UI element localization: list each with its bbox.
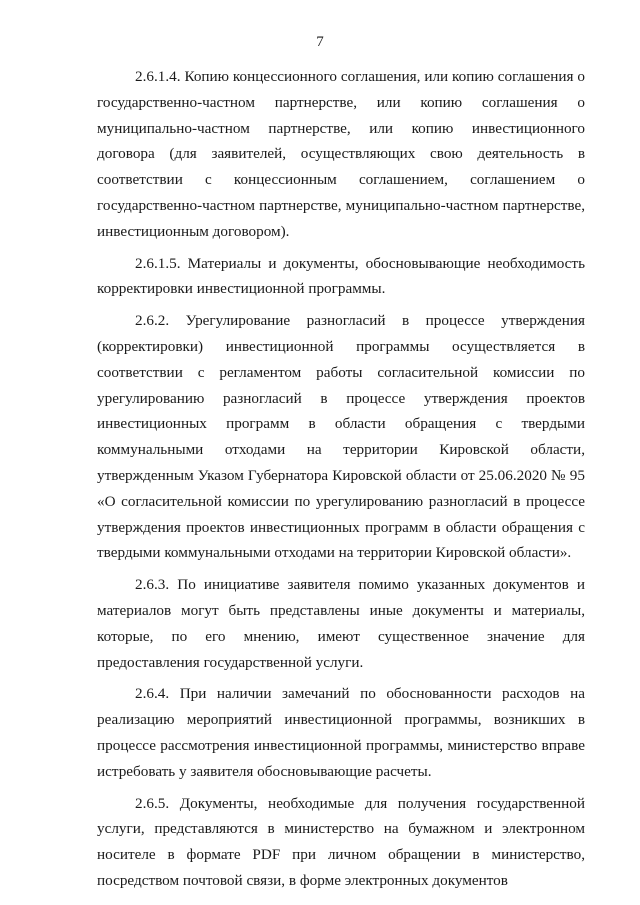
page-number: 7 [316, 34, 324, 50]
document-body [97, 64, 585, 894]
paragraph-2-6-3: 2.6.3. По инициативе заявителя помимо указанных документов и материалов могут быть представлены иные документы и материалы, которые, по его мнению, имеют существенное значение для предоставления государственной услуги. [97, 576, 585, 671]
paragraph-2-6-2: 2.6.2. Урегулирование разногласий в процессе утверждения (корректировки) инвестиционной программы осуществляется в соответствии с регламентом работы согласительной комиссии по урегулированию разногласий в процессе утверждения проектов инвестиционных программ в области обращения с твердыми коммунальными отходами на территории Кировской области, утвержденным Указом Губернатора Кировской области от 25.06.2020 № 95 «О согласительной комиссии по урегулированию разногласий в процессе утверждения проектов инвестиционных программ в области обращения с твердыми коммунальными отходами на территории Кировской области». [97, 312, 585, 562]
paragraph-2-6-4: 2.6.4. При наличии замечаний по обоснованности расходов на реализацию мероприятий инвестиционной программы, возникших в процессе рассмотрения инвестиционной программы, министерство вправе истребовать у заявителя обосновывающие расчеты. [97, 685, 585, 780]
paragraph-2-6-1-5: 2.6.1.5. Материалы и документы, обосновывающие необходимость корректировки инвестиционной программы. [97, 254, 585, 298]
paragraph-2-6-1-4: 2.6.1.4. Копию концессионного соглашения, или копию соглашения о государственно-частном партнерстве, или копию соглашения о муниципально-частном партнерстве, или копию инвестиционного договора (для заявителей, осуществляющих свою деятельность в соответствии с концессионным соглашением, соглашением о государственно-частном партнерстве, муниципально-частном партнерстве, инвестиционным договором). [97, 68, 585, 240]
paragraph-2-6-5: 2.6.5. Документы, необходимые для получения государственной услуги, представляются в министерство на бумажном и электронном носителе в формате PDF при личном обращении в министерство, посредством почтовой связи, в форме электронных документов [97, 794, 585, 889]
